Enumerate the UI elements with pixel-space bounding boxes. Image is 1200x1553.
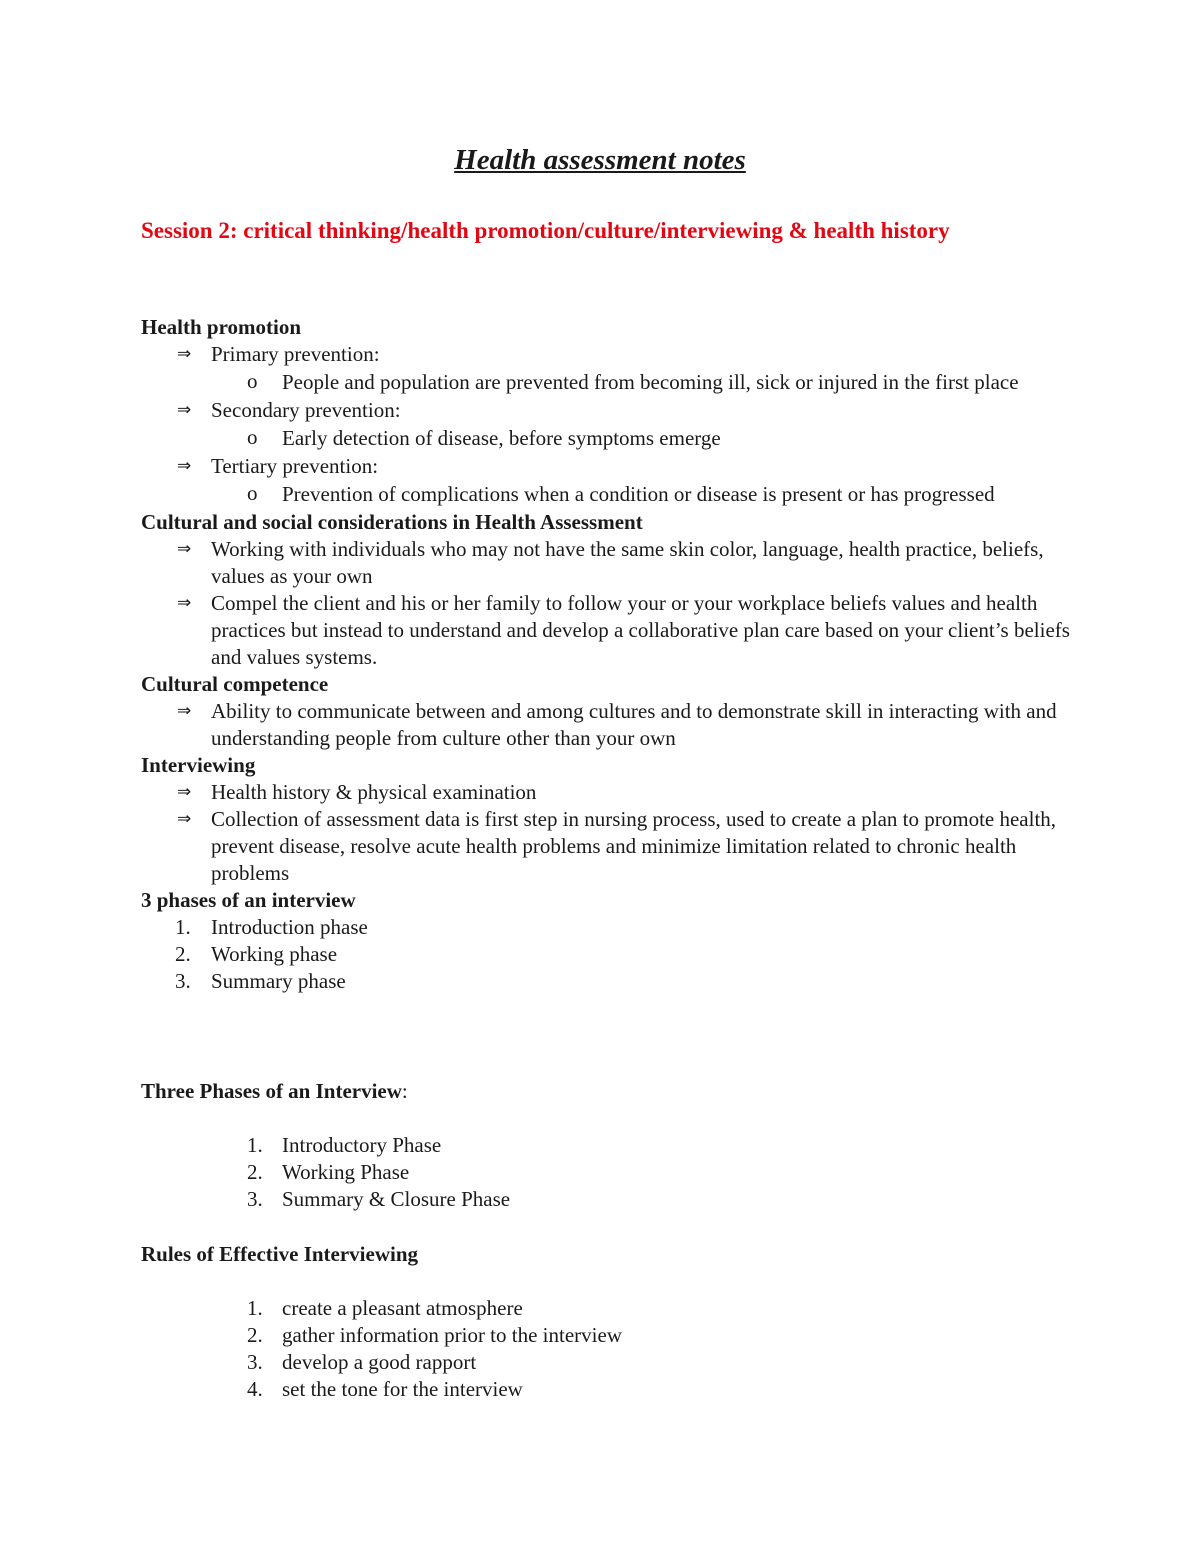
- list-number: 3.: [247, 1350, 263, 1374]
- list-number: 2.: [247, 1323, 263, 1347]
- list-item-text: Ability to communicate between and among cultures and to demonstrate skill in interacting with and understanding people from culture other than your own: [211, 699, 1057, 750]
- arrow-bullet-icon: ⇒: [177, 593, 192, 613]
- rules-heading: Rules of Effective Interviewing: [141, 1242, 419, 1266]
- list-item: [141, 914, 1081, 941]
- arrow-bullet-icon: ⇒: [177, 782, 192, 802]
- list-item-text: Working phase: [211, 942, 338, 966]
- list-item-text: create a pleasant atmosphere: [282, 1296, 523, 1320]
- list-item: [141, 1376, 1041, 1403]
- list-item: [141, 806, 1081, 887]
- heading-colon: :: [401, 1079, 408, 1103]
- list-item: [141, 1159, 1041, 1186]
- phases-heading: 3 phases of an interview: [141, 888, 356, 912]
- arrow-bullet-icon: ⇒: [177, 456, 192, 476]
- session-heading: Session 2: critical thinking/health promotion/culture/interviewing & health history: [141, 218, 950, 243]
- arrow-bullet-icon: ⇒: [177, 400, 192, 420]
- list-item: [141, 1295, 1041, 1322]
- list-item-text: Primary prevention:: [211, 342, 380, 366]
- list-item-text: Introductory Phase: [282, 1133, 442, 1157]
- list-number: 3.: [247, 1187, 263, 1211]
- list-item: [141, 698, 1081, 752]
- three-phases-heading-text: Three Phases of an Interview: [141, 1079, 402, 1103]
- list-number: 4.: [247, 1377, 263, 1401]
- list-item-text: Working with individuals who may not have the same skin color, language, health practice, beliefs, values as your own: [211, 537, 1044, 588]
- circle-bullet-icon: o: [247, 425, 258, 449]
- list-item-text: gather information prior to the interview: [282, 1323, 622, 1347]
- three-phases-heading: [141, 1078, 408, 1105]
- list-item-text: Secondary prevention:: [211, 398, 401, 422]
- list-item-text: Introduction phase: [211, 915, 368, 939]
- list-item: [141, 1186, 1041, 1213]
- list-item: [141, 453, 1081, 480]
- list-item-text: Working Phase: [282, 1160, 410, 1184]
- list-number: 1.: [247, 1133, 263, 1157]
- list-item: [141, 480, 1081, 509]
- competence-heading: Cultural competence: [141, 672, 329, 696]
- page-title: Health assessment notes: [454, 144, 746, 176]
- list-number: 1.: [247, 1296, 263, 1320]
- list-item: [141, 590, 1081, 671]
- list-item-text: Summary phase: [211, 969, 346, 993]
- list-item-text: set the tone for the interview: [282, 1377, 523, 1401]
- arrow-bullet-icon: ⇒: [177, 344, 192, 364]
- circle-bullet-icon: o: [247, 481, 258, 505]
- list-item-text: develop a good rapport: [282, 1350, 477, 1374]
- list-number: 2.: [247, 1160, 263, 1184]
- list-item: [141, 1132, 1041, 1159]
- list-number: 2.: [175, 942, 191, 966]
- list-item-text: People and population are prevented from becoming ill, sick or injured in the first place: [282, 370, 1019, 394]
- list-item: [141, 1322, 1041, 1349]
- list-item-text: Tertiary prevention:: [211, 454, 379, 478]
- health-promotion-heading: Health promotion: [141, 315, 302, 339]
- list-number: 1.: [175, 915, 191, 939]
- arrow-bullet-icon: ⇒: [177, 539, 192, 559]
- list-item-text: Collection of assessment data is first step in nursing process, used to create a plan to promote health, prevent disease, resolve acute health problems and minimize limitation related to chronic health problems: [211, 807, 1057, 885]
- list-item: [141, 1349, 1041, 1376]
- three-phases-list: [141, 1132, 1041, 1213]
- list-item: [141, 397, 1081, 424]
- list-item: [141, 341, 1081, 368]
- list-item: [141, 424, 1081, 453]
- list-item-text: Early detection of disease, before symptoms emerge: [282, 426, 721, 450]
- circle-bullet-icon: o: [247, 369, 258, 393]
- list-item: [141, 941, 1081, 968]
- cultural-heading: Cultural and social considerations in Health Assessment: [141, 510, 643, 534]
- list-item: [141, 368, 1081, 397]
- list-item-text: Prevention of complications when a condition or disease is present or has progressed: [282, 482, 995, 506]
- notes-body: [141, 314, 1081, 995]
- list-item-text: Health history & physical examination: [211, 780, 537, 804]
- list-item-text: Summary & Closure Phase: [282, 1187, 511, 1211]
- arrow-bullet-icon: ⇒: [177, 701, 192, 721]
- list-item: [141, 779, 1081, 806]
- arrow-bullet-icon: ⇒: [177, 809, 192, 829]
- interviewing-heading: Interviewing: [141, 753, 256, 777]
- list-item-text: Compel the client and his or her family to follow your or your workplace beliefs values and health practices but instead to understand and develop a collaborative plan care based on your client’s beliefs and values systems.: [211, 591, 1070, 669]
- list-item: [141, 536, 1081, 590]
- list-number: 3.: [175, 969, 191, 993]
- list-item: [141, 968, 1081, 995]
- rules-list: [141, 1295, 1041, 1403]
